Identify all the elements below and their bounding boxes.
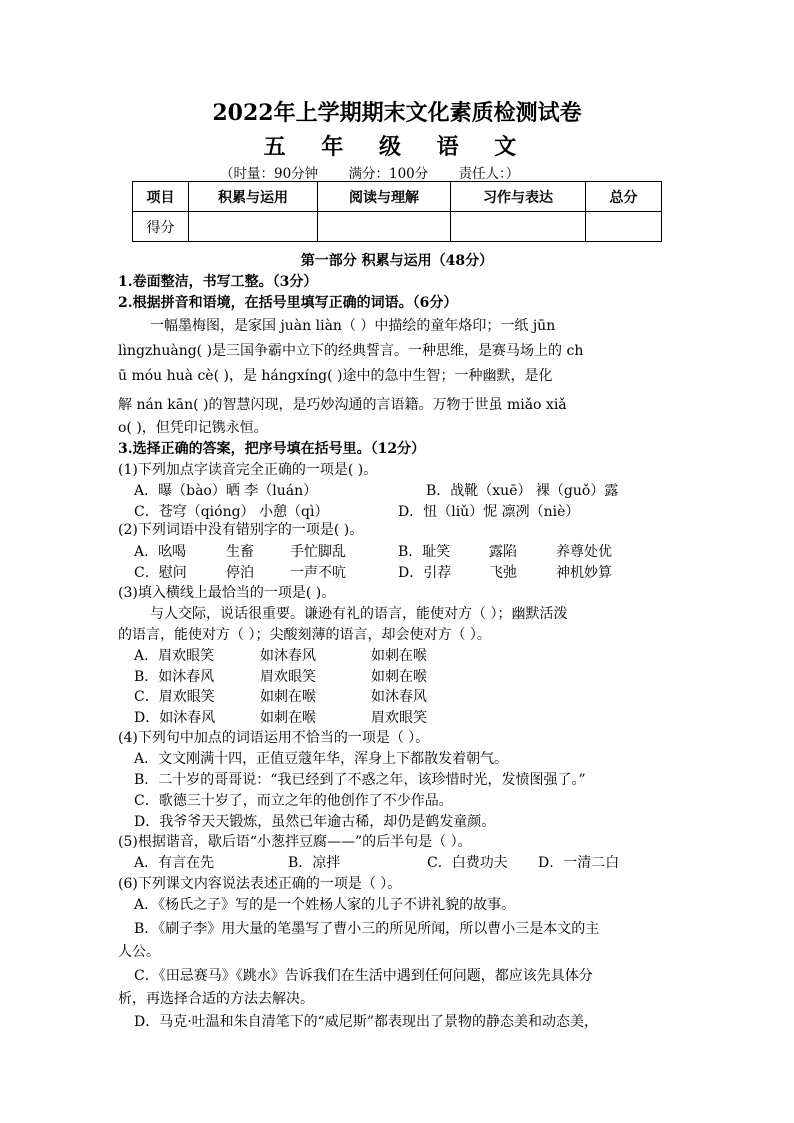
q3-4-option: A．文文刚满十四，正值豆蔻年华，浑身上下都散发着朝气。 xyxy=(134,751,509,767)
q3-4-option: B．二十岁的哥哥说：“我已经到了不惑之年，该珍惜时光，发愤图强了。” xyxy=(134,772,586,788)
q2-text-line: lìngzhuàng( )是三国争霸中立下的经典誓言。一种思维，是赛马场上的 ch xyxy=(118,343,584,359)
exam-duration: （时量：90分钟 xyxy=(220,166,319,182)
q3-2-option-d-1: D．引荐 xyxy=(398,565,452,581)
q3-3-stem: (3)填入横线上最恰当的一项是( )。 xyxy=(118,585,336,601)
q3-6-option: D．马克·吐温和朱自清笔下的“威尼斯”都表现出了景物的静态美和动态美， xyxy=(134,1014,598,1030)
q2-text-line: ū móu huà cè( )，是 hángxíng( )途中的急中生智；一种幽默，是化 xyxy=(118,368,553,384)
q3-3-option-d-1: D．如沐春风 xyxy=(134,710,216,726)
q2-text-line: o( )，但凭印记镌永恒。 xyxy=(118,420,268,436)
q3-6-option: B．《刷子李》用大量的笔墨写了曹小三的所见所闻，所以曹小三是本文的主 xyxy=(134,921,600,937)
q3-3-text-line: 的语言，能使对方（ ）；尖酸刻薄的语言，却会使对方（ ）。 xyxy=(118,627,491,643)
q3-6-option-cont: 析，再选择合适的方法去解决。 xyxy=(118,991,314,1007)
q3-3-option-c-3: 如沐春风 xyxy=(371,689,427,705)
q3-3-option-a-3: 如刺在喉 xyxy=(371,648,427,664)
q3-5-option-d: D．一清二白 xyxy=(538,855,620,871)
q2-text-line: 解 nán kān( )的智慧闪现，是巧妙沟通的言语籍。万物于世虽 miǎo xiǎ xyxy=(118,397,567,413)
q3-5-option-a: A．有言在先 xyxy=(134,855,215,871)
q3-2-option-d-3: 神机妙算 xyxy=(556,565,612,581)
score-cell-total[interactable] xyxy=(586,212,662,242)
q3-6-stem: (6)下列课文内容说法表述正确的一项是（ ）。 xyxy=(118,876,402,892)
score-header-total: 总分 xyxy=(586,182,662,212)
q3-5-stem: (5)根据谐音，歇后语“小葱拌豆腐——”的后半句是（ ）。 xyxy=(118,834,472,850)
q3-3-option-a-1: A．眉欢眼笑 xyxy=(134,648,215,664)
question-1: 1.卷面整洁，书写工整。（3分） xyxy=(118,274,318,290)
q3-3-option-d-2: 如刺在喉 xyxy=(260,710,316,726)
q3-2-option-b-1: B．耻笑 xyxy=(398,544,451,560)
score-header-writing: 习作与表达 xyxy=(451,182,586,212)
score-header-accumulation: 积累与运用 xyxy=(189,182,318,212)
q3-3-option-d-3: 眉欢眼笑 xyxy=(371,710,427,726)
q2-text-line: 一幅墨梅图，是家国 juàn liàn（ ）中描绘的童年烙印；一纸 jūn xyxy=(150,318,556,334)
q3-2-option-a-3: 手忙脚乱 xyxy=(290,544,346,560)
q3-5-option-c: C．白费功夫 xyxy=(427,855,508,871)
question-2: 2.根据拼音和语境，在括号里填写正确的词语。（6分） xyxy=(118,295,458,311)
exam-responsible: 责任人：） xyxy=(458,166,520,182)
score-row-label: 得分 xyxy=(133,212,189,242)
q3-2-option-c-3: 一声不吭 xyxy=(290,565,346,581)
score-header-reading: 阅读与理解 xyxy=(318,182,451,212)
exam-subtitle: 五 年 级 语 文 xyxy=(263,134,531,160)
score-cell-reading[interactable] xyxy=(318,212,451,242)
q3-2-option-a-2: 生畜 xyxy=(226,544,254,560)
q3-1-option: B．战靴（xuē） 裸（guǒ）露 xyxy=(426,483,619,499)
q3-6-option-cont: 人公。 xyxy=(118,944,160,960)
score-cell-writing[interactable] xyxy=(451,212,586,242)
exam-title: 2022年上学期期末文化素质检测试卷 xyxy=(212,100,582,126)
section-title: 第一部分 积累与运用（48分） xyxy=(300,253,494,269)
q3-3-option-b-2: 眉欢眼笑 xyxy=(260,669,316,685)
score-cell-accumulation[interactable] xyxy=(189,212,318,242)
q3-2-option-d-2: 飞弛 xyxy=(489,565,517,581)
q3-5-option-b: B．凉拌 xyxy=(288,855,341,871)
score-table-score-row xyxy=(133,212,662,242)
q3-3-option-a-2: 如沐春风 xyxy=(260,648,316,664)
exam-full-score: 满分：100分 xyxy=(348,166,429,182)
score-header-item: 项目 xyxy=(133,182,189,212)
q3-3-option-c-2: 如刺在喉 xyxy=(260,689,316,705)
q3-6-option: C．《田忌赛马》《跳水》告诉我们在生活中遇到任何问题，都应该先具体分 xyxy=(134,968,593,984)
q3-2-option-a-1: A．吆喝 xyxy=(134,544,187,560)
q3-4-stem: (4)下列句中加点的词语运用不恰当的一项是（ ）。 xyxy=(118,730,430,746)
q3-3-option-c-1: C．眉欢眼笑 xyxy=(134,689,215,705)
score-table xyxy=(132,181,662,242)
q3-4-option: D．我爷爷天天锻炼，虽然已年逾古稀，却仍是鹤发童颜。 xyxy=(134,814,496,830)
q3-2-option-c-1: C．慰问 xyxy=(134,565,187,581)
q3-3-option-b-1: B．如沐春风 xyxy=(134,669,215,685)
exam-meta xyxy=(220,162,545,182)
q3-3-option-b-3: 如刺在喉 xyxy=(371,669,427,685)
q3-2-option-b-3: 养尊处优 xyxy=(556,544,612,560)
q3-2-option-c-2: 停泊 xyxy=(226,565,254,581)
question-3: 3.选择正确的答案，把序号填在括号里。（12分） xyxy=(118,441,426,457)
score-table-header-row xyxy=(133,182,662,212)
q3-4-option: C．歌德三十岁了，而立之年的他创作了不少作品。 xyxy=(134,793,453,809)
q3-1-option: D．忸（liǔ）怩 凛冽（niè） xyxy=(398,504,580,520)
q3-2-option-b-2: 露陷 xyxy=(489,544,517,560)
q3-1-stem: (1)下列加点字读音完全正确的一项是( )。 xyxy=(118,462,378,478)
q3-1-option: A．曝（bào）晒 李（luán） xyxy=(134,483,318,499)
q3-3-text-line: 与人交际，说话很重要。谦逊有礼的语言，能使对方（ ）；幽默活泼 xyxy=(150,606,568,622)
q3-6-option: A．《杨氏之子》写的是一个姓杨人家的儿子不讲礼貌的故事。 xyxy=(134,897,516,913)
q3-1-option: C．苍穹（qióng） 小憩（qì） xyxy=(134,504,329,520)
q3-2-stem: (2)下列词语中没有错别字的一项是( )。 xyxy=(118,522,364,538)
